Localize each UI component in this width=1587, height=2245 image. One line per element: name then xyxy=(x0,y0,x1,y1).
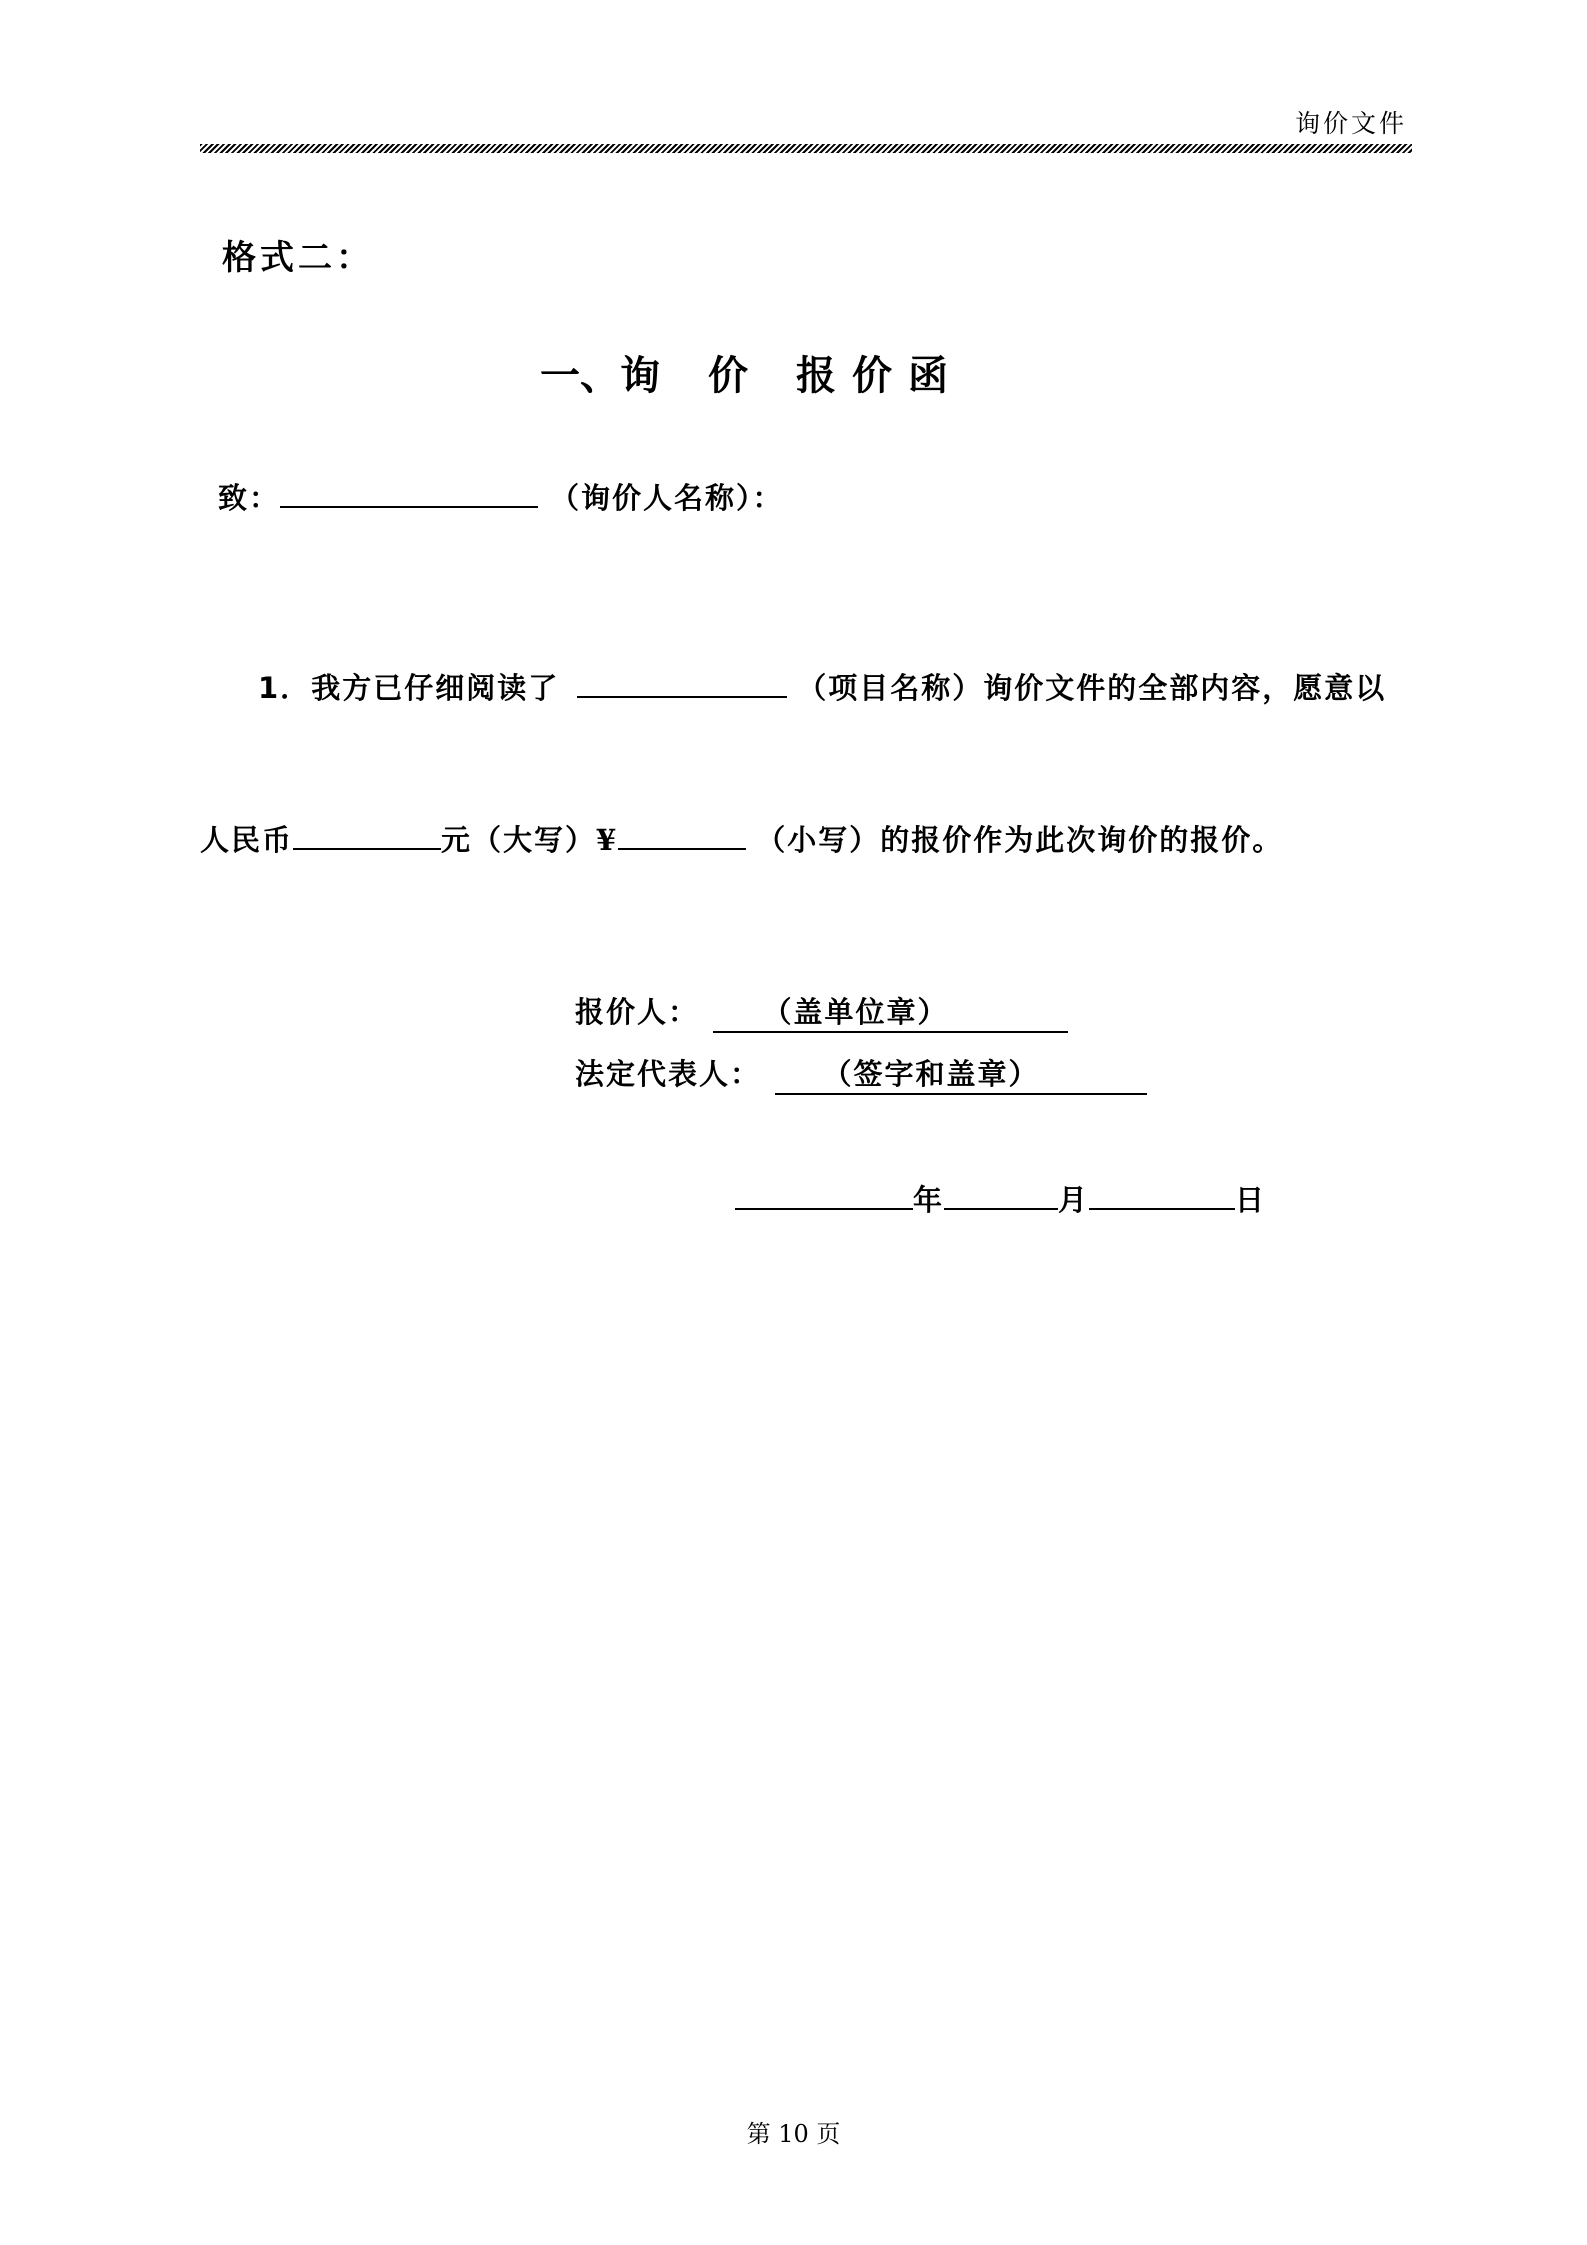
para1-text1: 我方已仔细阅读了 xyxy=(311,671,560,705)
para1-number: 1． xyxy=(258,671,312,705)
para2-text3: （小写）的报价作为此次询价的报价。 xyxy=(756,823,1284,857)
title-char-4: 价 xyxy=(852,352,892,399)
date-line xyxy=(735,1178,1266,1219)
paragraph-1 xyxy=(258,666,1386,707)
year-label: 年 xyxy=(913,1183,945,1217)
quoter-hint: （盖单位章） xyxy=(762,995,949,1029)
month-blank xyxy=(944,1182,1058,1210)
amount-figures-blank xyxy=(618,822,746,850)
page-number: 第 10 页 xyxy=(746,2120,841,2148)
header-title: 询价文件 xyxy=(1294,109,1407,138)
recipient-line xyxy=(218,476,784,517)
recipient-suffix: （询价人名称）： xyxy=(550,481,784,515)
para1-text2: （项目名称）询价文件的全部内容，愿意以 xyxy=(797,671,1387,705)
title-char-5: 函 xyxy=(908,352,948,399)
amount-words-blank xyxy=(293,822,441,850)
legal-rep-line xyxy=(575,1052,1147,1095)
para2-text1: 人民币 xyxy=(200,823,294,857)
month-label: 月 xyxy=(1058,1183,1090,1217)
legal-rep-hint: （签字和盖章） xyxy=(822,1057,1040,1091)
document-title xyxy=(540,344,948,401)
quoter-line xyxy=(575,990,1068,1033)
quoter-label: 报价人： xyxy=(575,995,700,1029)
quoter-seal-field xyxy=(713,990,1068,1033)
title-char-1: 询 xyxy=(620,352,660,399)
header-rule xyxy=(200,144,1412,153)
legal-rep-signature-field xyxy=(775,1052,1147,1095)
title-prefix: 一、 xyxy=(540,352,620,399)
recipient-prefix: 致： xyxy=(218,481,281,515)
year-blank xyxy=(735,1182,913,1210)
title-char-3: 报 xyxy=(796,352,836,399)
day-blank xyxy=(1089,1182,1235,1210)
recipient-blank xyxy=(280,480,538,508)
project-name-blank xyxy=(577,670,787,698)
para2-text2: 元（大写）¥ xyxy=(441,823,619,857)
title-char-2: 价 xyxy=(708,352,748,399)
paragraph-2 xyxy=(200,818,1283,859)
format-label: 格式二： xyxy=(222,238,374,278)
day-label: 日 xyxy=(1235,1183,1267,1217)
legal-rep-label: 法定代表人： xyxy=(575,1057,762,1091)
